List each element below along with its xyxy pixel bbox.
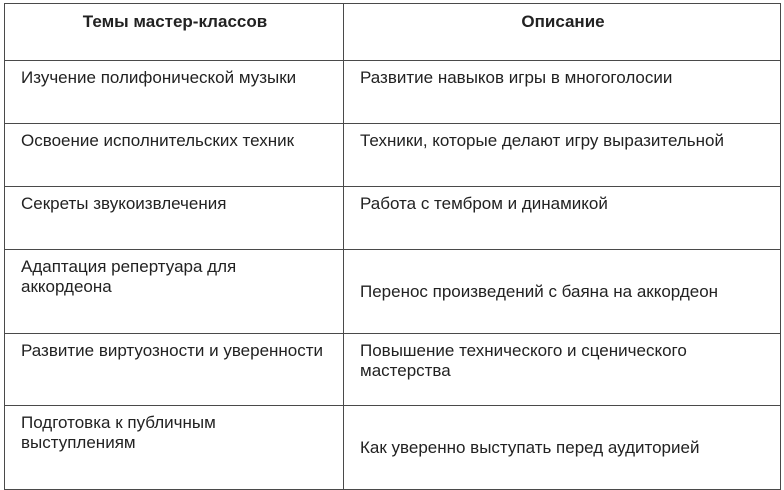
topic-cell: Адаптация репертуара для аккордеона <box>5 250 344 334</box>
table-header-row <box>5 4 781 61</box>
description-cell: Развитие навыков игры в многоголосии <box>344 61 781 124</box>
table-row <box>5 406 781 490</box>
workshop-table-container <box>4 3 780 457</box>
description-cell: Техники, которые делают игру выразительной <box>344 124 781 187</box>
description-cell: Работа с тембром и динамикой <box>344 187 781 250</box>
header-topics: Темы мастер-классов <box>5 4 344 61</box>
table-row <box>5 250 781 334</box>
header-description: Описание <box>344 4 781 61</box>
topic-cell: Подготовка к публичным выступлениям <box>5 406 344 490</box>
workshop-table <box>4 3 781 490</box>
table-row <box>5 334 781 406</box>
description-cell: Перенос произведений с баяна на аккордеон <box>344 250 781 334</box>
topic-cell: Изучение полифонической музыки <box>5 61 344 124</box>
table-row <box>5 187 781 250</box>
topic-cell: Освоение исполнительских техник <box>5 124 344 187</box>
table-row <box>5 124 781 187</box>
topic-cell: Секреты звукоизвлечения <box>5 187 344 250</box>
description-cell: Как уверенно выступать перед аудиторией <box>344 406 781 490</box>
description-cell: Повышение технического и сценического мастерства <box>344 334 781 406</box>
topic-cell: Развитие виртуозности и уверенности <box>5 334 344 406</box>
table-row <box>5 61 781 124</box>
